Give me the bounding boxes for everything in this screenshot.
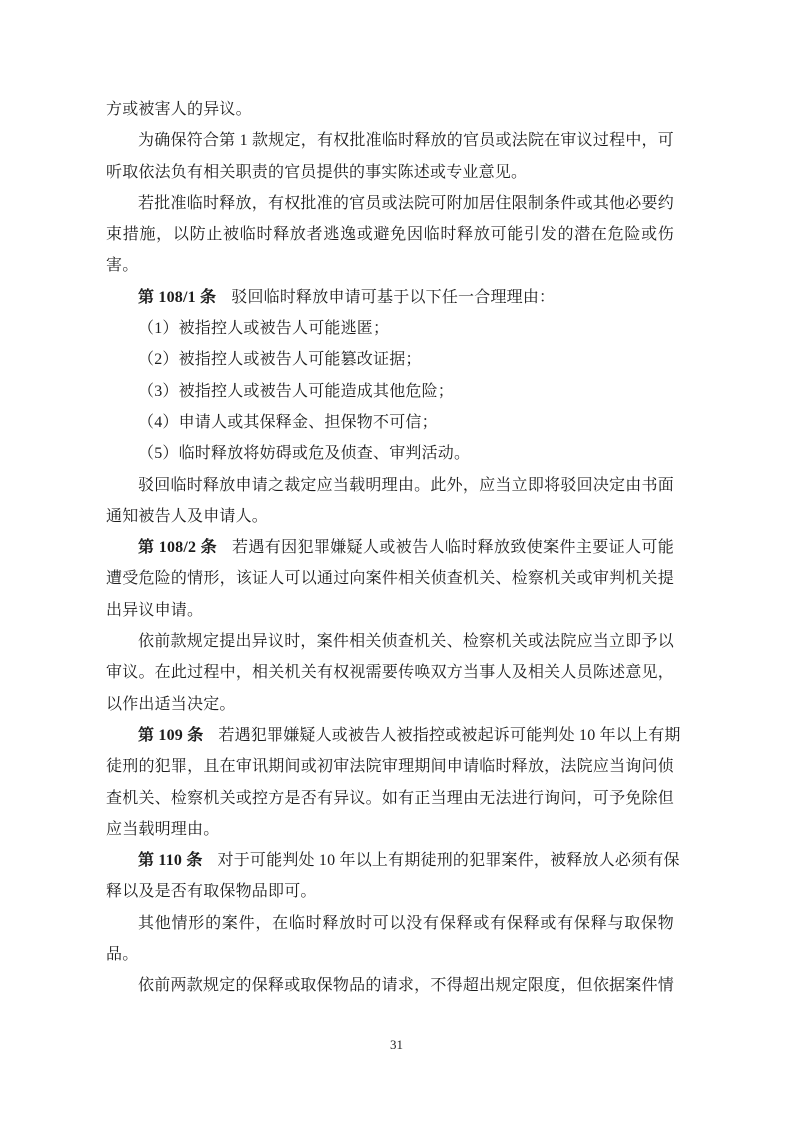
text-line: 若批准临时释放，有权批准的官员或法院可附加居住限制条件或其他必要约 — [138, 194, 674, 212]
text-line: 品。 — [106, 946, 139, 964]
article-text: 若遇有因犯罪嫌疑人或被告人临时释放致使案件主要证人可能 — [231, 539, 675, 557]
article-number: 第 108/2 条 — [138, 539, 217, 557]
text-line — [106, 532, 674, 563]
text-line: 为确保符合第 1 款规定，有权批准临时释放的官员或法院在审议过程中，可 — [138, 132, 674, 150]
article-number: 第 108/1 条 — [138, 288, 217, 306]
text-line: 依前款规定提出异议时，案件相关侦查机关、检察机关或法院应当立即予以 — [138, 633, 674, 651]
text-line: 徒刑的犯罪，且在审讯期间或初审法院审理期间申请临时释放，法院应当询问侦 — [106, 758, 674, 776]
text-line: （2）被指控人或被告人可能篡改证据； — [138, 351, 422, 369]
text-line: （1）被指控人或被告人可能逃匿； — [138, 320, 390, 338]
article-text: 若遇犯罪嫌疑人或被告人被指控或被起诉可能判处 10 年以上有期 — [218, 726, 681, 744]
text-line: 束措施，以防止被临时释放者逃逸或避免因临时释放可能引发的潜在危险或伤 — [106, 226, 674, 244]
text-line: 通知被告人及申请人。 — [106, 507, 269, 525]
text-line: 以作出适当决定。 — [106, 695, 236, 713]
text-line: 应当载明理由。 — [106, 820, 220, 838]
text-line: （3）被指控人或被告人可能造成其他危险； — [138, 382, 455, 400]
text-line — [106, 845, 680, 876]
article-number: 第 110 条 — [138, 852, 203, 870]
article-text: 驳回临时释放申请可基于以下任一合理理由： — [231, 288, 556, 306]
text-line: 查机关、检察机关或控方是否有异议。如有正当理由无法进行询问，可予免除但 — [106, 789, 674, 807]
text-line — [106, 720, 681, 751]
article-number: 第 109 条 — [138, 726, 204, 744]
text-line: 害。 — [106, 257, 139, 275]
text-line: 释以及是否有取保物品即可。 — [106, 883, 317, 901]
text-line: （4）申请人或其保释金、担保物不可信； — [138, 413, 438, 431]
text-line: 审议。在此过程中，相关机关有权视需要传唤双方当事人及相关人员陈述意见， — [106, 664, 674, 682]
text-line: 依前两款规定的保释或取保物品的请求，不得超出规定限度，但依据案件情 — [138, 977, 674, 995]
text-line — [106, 282, 674, 313]
text-line: 其他情形的案件，在临时释放时可以没有保释或有保释或有保释与取保物 — [138, 914, 674, 932]
page-number: 31 — [390, 1037, 403, 1052]
text-line: （5）临时释放将妨碍或危及侦查、审判活动。 — [138, 445, 471, 463]
document-text — [106, 94, 681, 1002]
article-text: 对于可能判处 10 年以上有期徒刑的犯罪案件，被释放人必须有保 — [217, 852, 680, 870]
text-line: 出异议申请。 — [106, 601, 204, 619]
text-line: 听取依法负有相关职责的官员提供的事实陈述或专业意见。 — [106, 163, 528, 181]
text-line: 驳回临时释放申请之裁定应当载明理由。此外，应当立即将驳回决定由书面 — [138, 476, 674, 494]
text-line: 方或被害人的异议。 — [106, 101, 252, 118]
text-line: 遭受危险的情形，该证人可以通过向案件相关侦查机关、检察机关或审判机关提 — [106, 570, 674, 588]
